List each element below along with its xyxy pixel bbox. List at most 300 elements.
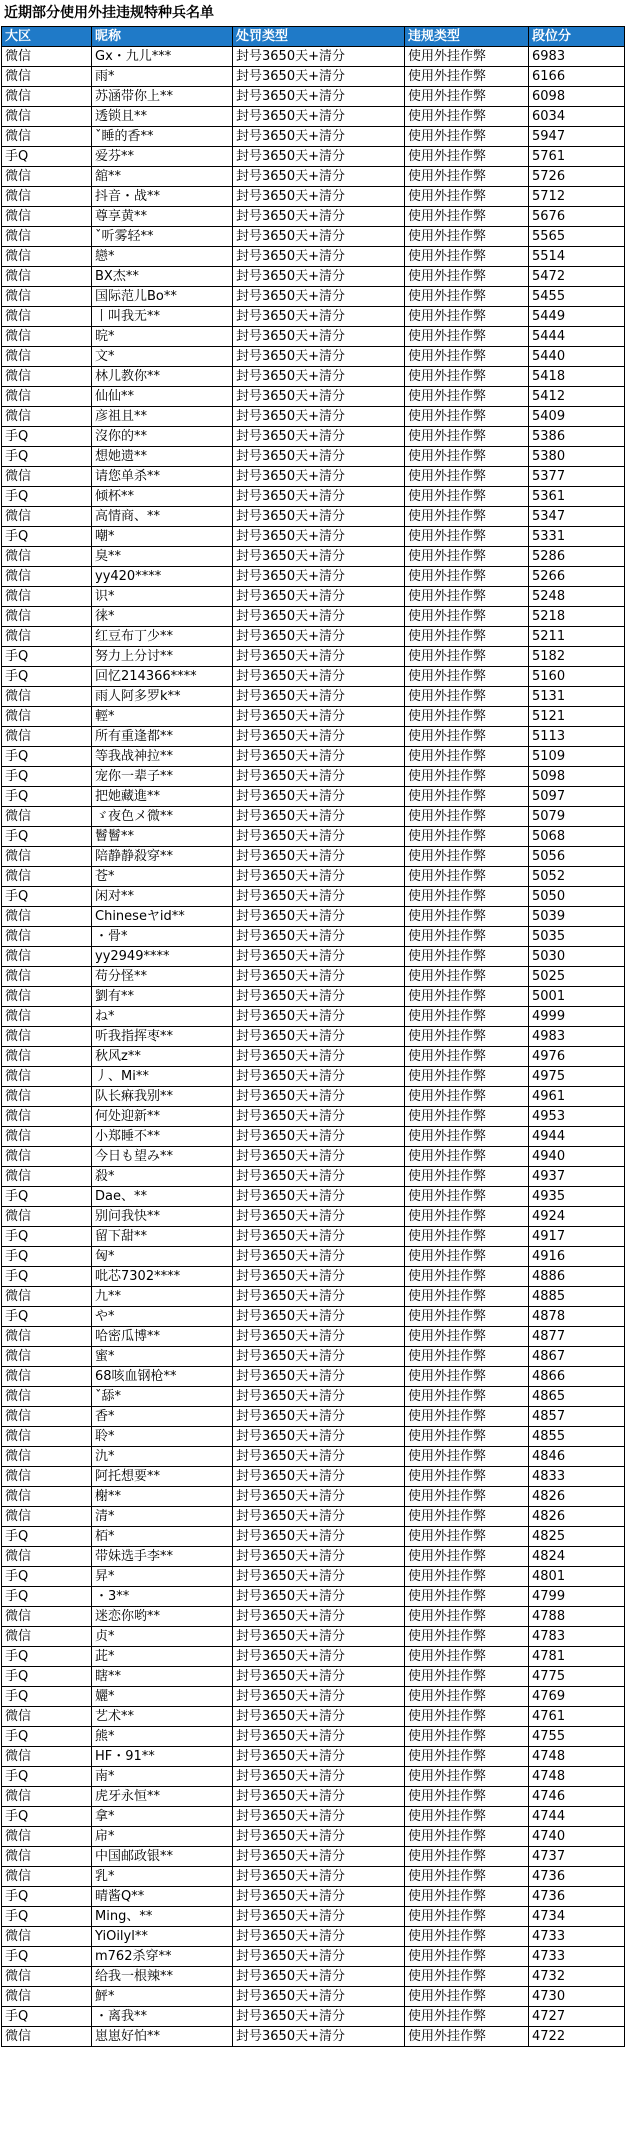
table-row	[2, 1747, 625, 1767]
cell-violation-type: 使用外挂作弊	[405, 1247, 529, 1267]
cell-penalty-type: 封号3650天+清分	[233, 147, 405, 167]
cell-nickname: 请您单杀**	[92, 467, 233, 487]
table-row	[2, 427, 625, 447]
cell-penalty-type: 封号3650天+清分	[233, 1307, 405, 1327]
cell-nickname: Gx・九儿***	[92, 47, 233, 67]
cell-rank-score: 5449	[529, 307, 625, 327]
cell-nickname: 晥*	[92, 327, 233, 347]
cell-violation-type: 使用外挂作弊	[405, 1927, 529, 1947]
cell-rank-score: 6166	[529, 67, 625, 87]
cell-rank-score: 5386	[529, 427, 625, 447]
cell-rank-score: 4953	[529, 1107, 625, 1127]
cell-penalty-type: 封号3650天+清分	[233, 1647, 405, 1667]
cell-nickname: 贞*	[92, 1627, 233, 1647]
cell-violation-type: 使用外挂作弊	[405, 1947, 529, 1967]
cell-violation-type: 使用外挂作弊	[405, 587, 529, 607]
table-row	[2, 967, 625, 987]
cell-penalty-type: 封号3650天+清分	[233, 347, 405, 367]
cell-nickname: 别问我快**	[92, 1207, 233, 1227]
table-row	[2, 1227, 625, 1247]
cell-violation-type: 使用外挂作弊	[405, 1147, 529, 1167]
cell-nickname: 嘲*	[92, 527, 233, 547]
cell-rank-score: 5211	[529, 627, 625, 647]
table-row	[2, 487, 625, 507]
cell-rank-score: 4833	[529, 1467, 625, 1487]
cell-rank-score: 5052	[529, 867, 625, 887]
cell-penalty-type: 封号3650天+清分	[233, 867, 405, 887]
cell-nickname: HF・91**	[92, 1747, 233, 1767]
cell-region: 微信	[2, 507, 92, 527]
cell-region: 微信	[2, 1547, 92, 1567]
table-row	[2, 167, 625, 187]
table-row	[2, 567, 625, 587]
cell-violation-type: 使用外挂作弊	[405, 307, 529, 327]
cell-violation-type: 使用外挂作弊	[405, 947, 529, 967]
cell-rank-score: 5266	[529, 567, 625, 587]
cell-penalty-type: 封号3650天+清分	[233, 307, 405, 327]
cell-violation-type: 使用外挂作弊	[405, 1407, 529, 1427]
cell-region: 微信	[2, 1207, 92, 1227]
cell-violation-type: 使用外挂作弊	[405, 367, 529, 387]
cell-violation-type: 使用外挂作弊	[405, 1547, 529, 1567]
cell-nickname: 小郑睡不**	[92, 1127, 233, 1147]
table-row	[2, 847, 625, 867]
cell-nickname: 鮃*	[92, 1987, 233, 2007]
table-row	[2, 1287, 625, 1307]
cell-violation-type: 使用外挂作弊	[405, 1867, 529, 1887]
table-row	[2, 987, 625, 1007]
table-row	[2, 147, 625, 167]
cell-violation-type: 使用外挂作弊	[405, 1167, 529, 1187]
header-penalty-type: 处罚类型	[233, 27, 405, 47]
cell-nickname: ˇ听雾轻**	[92, 227, 233, 247]
cell-nickname: 给我一根辣**	[92, 1967, 233, 1987]
cell-rank-score: 5113	[529, 727, 625, 747]
cell-nickname: 苏涵带你上**	[92, 87, 233, 107]
cell-region: 手Q	[2, 1587, 92, 1607]
cell-nickname: 舘**	[92, 167, 233, 187]
cell-nickname: 陪静静殺穿**	[92, 847, 233, 867]
cell-penalty-type: 封号3650天+清分	[233, 567, 405, 587]
cell-region: 微信	[2, 947, 92, 967]
table-row	[2, 1707, 625, 1727]
cell-rank-score: 5068	[529, 827, 625, 847]
cell-nickname: 队长痳我别**	[92, 1087, 233, 1107]
cell-penalty-type: 封号3650天+清分	[233, 627, 405, 647]
cell-violation-type: 使用外挂作弊	[405, 567, 529, 587]
cell-region: 微信	[2, 547, 92, 567]
cell-region: 手Q	[2, 1187, 92, 1207]
table-row	[2, 767, 625, 787]
cell-nickname: 倾杯**	[92, 487, 233, 507]
cell-nickname: 努力上分讨**	[92, 647, 233, 667]
cell-region: 手Q	[2, 1247, 92, 1267]
cell-rank-score: 4944	[529, 1127, 625, 1147]
cell-nickname: 丨叫我无**	[92, 307, 233, 327]
cell-region: 微信	[2, 1087, 92, 1107]
cell-penalty-type: 封号3650天+清分	[233, 1487, 405, 1507]
cell-rank-score: 4937	[529, 1167, 625, 1187]
cell-violation-type: 使用外挂作弊	[405, 1667, 529, 1687]
cell-nickname: 红豆布丁少**	[92, 627, 233, 647]
cell-penalty-type: 封号3650天+清分	[233, 1167, 405, 1187]
cell-region: 微信	[2, 907, 92, 927]
cell-nickname: 哈密瓜博**	[92, 1327, 233, 1347]
table-row	[2, 1547, 625, 1567]
cell-nickname: 艺术**	[92, 1707, 233, 1727]
table-row	[2, 1107, 625, 1127]
table-row	[2, 1607, 625, 1627]
table-row	[2, 2007, 625, 2027]
cell-region: 微信	[2, 1167, 92, 1187]
cell-penalty-type: 封号3650天+清分	[233, 1827, 405, 1847]
cell-penalty-type: 封号3650天+清分	[233, 747, 405, 767]
cell-rank-score: 4737	[529, 1847, 625, 1867]
cell-rank-score: 4734	[529, 1907, 625, 1927]
cell-region: 微信	[2, 1387, 92, 1407]
cell-violation-type: 使用外挂作弊	[405, 1027, 529, 1047]
cell-region: 微信	[2, 1347, 92, 1367]
table-row	[2, 1767, 625, 1787]
table-row	[2, 1967, 625, 1987]
cell-violation-type: 使用外挂作弊	[405, 147, 529, 167]
table-row	[2, 1327, 625, 1347]
table-row	[2, 1267, 625, 1287]
cell-rank-score: 4748	[529, 1747, 625, 1767]
cell-violation-type: 使用外挂作弊	[405, 647, 529, 667]
cell-nickname: 劉有**	[92, 987, 233, 1007]
table-row	[2, 1987, 625, 2007]
cell-violation-type: 使用外挂作弊	[405, 2007, 529, 2027]
cell-violation-type: 使用外挂作弊	[405, 627, 529, 647]
cell-rank-score: 5056	[529, 847, 625, 867]
cell-violation-type: 使用外挂作弊	[405, 467, 529, 487]
cell-penalty-type: 封号3650天+清分	[233, 367, 405, 387]
cell-penalty-type: 封号3650天+清分	[233, 527, 405, 547]
cell-region: 手Q	[2, 1767, 92, 1787]
cell-rank-score: 4826	[529, 1507, 625, 1527]
table-row	[2, 647, 625, 667]
cell-rank-score: 4788	[529, 1607, 625, 1627]
cell-region: 微信	[2, 847, 92, 867]
cell-violation-type: 使用外挂作弊	[405, 667, 529, 687]
cell-violation-type: 使用外挂作弊	[405, 1387, 529, 1407]
table-row	[2, 1347, 625, 1367]
cell-nickname: 文*	[92, 347, 233, 367]
cell-rank-score: 5030	[529, 947, 625, 967]
cell-violation-type: 使用外挂作弊	[405, 527, 529, 547]
cell-region: 微信	[2, 1747, 92, 1767]
cell-region: 微信	[2, 727, 92, 747]
cell-region: 微信	[2, 347, 92, 367]
table-row	[2, 667, 625, 687]
cell-region: 手Q	[2, 1227, 92, 1247]
table-row	[2, 1047, 625, 1067]
cell-region: 微信	[2, 47, 92, 67]
cell-nickname: 留下甜**	[92, 1227, 233, 1247]
cell-rank-score: 4916	[529, 1247, 625, 1267]
table-row	[2, 827, 625, 847]
cell-penalty-type: 封号3650天+清分	[233, 1147, 405, 1167]
cell-rank-score: 4983	[529, 1027, 625, 1047]
cell-violation-type: 使用外挂作弊	[405, 1747, 529, 1767]
cell-nickname: 孋*	[92, 1687, 233, 1707]
cell-region: 手Q	[2, 1907, 92, 1927]
cell-nickname: m762杀穿**	[92, 1947, 233, 1967]
cell-penalty-type: 封号3650天+清分	[233, 807, 405, 827]
cell-nickname: 瞎**	[92, 1667, 233, 1687]
cell-region: 微信	[2, 247, 92, 267]
table-row	[2, 587, 625, 607]
cell-rank-score: 5440	[529, 347, 625, 367]
cell-violation-type: 使用外挂作弊	[405, 447, 529, 467]
table-row	[2, 1067, 625, 1087]
cell-region: 微信	[2, 967, 92, 987]
cell-penalty-type: 封号3650天+清分	[233, 1107, 405, 1127]
cell-region: 微信	[2, 1407, 92, 1427]
cell-penalty-type: 封号3650天+清分	[233, 1347, 405, 1367]
cell-penalty-type: 封号3650天+清分	[233, 707, 405, 727]
table-row	[2, 787, 625, 807]
table-row	[2, 1627, 625, 1647]
cell-region: 微信	[2, 1627, 92, 1647]
cell-region: 微信	[2, 1007, 92, 1027]
cell-violation-type: 使用外挂作弊	[405, 1227, 529, 1247]
table-row	[2, 927, 625, 947]
cell-penalty-type: 封号3650天+清分	[233, 1047, 405, 1067]
cell-rank-score: 5472	[529, 267, 625, 287]
cell-nickname: 拿*	[92, 1807, 233, 1827]
cell-penalty-type: 封号3650天+清分	[233, 687, 405, 707]
cell-penalty-type: 封号3650天+清分	[233, 1187, 405, 1207]
cell-penalty-type: 封号3650天+清分	[233, 67, 405, 87]
cell-rank-score: 5286	[529, 547, 625, 567]
table-row	[2, 1387, 625, 1407]
cell-rank-score: 5109	[529, 747, 625, 767]
cell-nickname: YiOilyl**	[92, 1927, 233, 1947]
cell-rank-score: 4783	[529, 1627, 625, 1647]
cell-penalty-type: 封号3650天+清分	[233, 287, 405, 307]
cell-region: 手Q	[2, 1687, 92, 1707]
cell-nickname: 晴酱Q**	[92, 1887, 233, 1907]
cell-violation-type: 使用外挂作弊	[405, 1447, 529, 1467]
cell-rank-score: 4825	[529, 1527, 625, 1547]
table-row	[2, 1087, 625, 1107]
table-row	[2, 507, 625, 527]
cell-nickname: 戀*	[92, 247, 233, 267]
table-row	[2, 67, 625, 87]
cell-violation-type: 使用外挂作弊	[405, 1827, 529, 1847]
cell-penalty-type: 封号3650天+清分	[233, 1007, 405, 1027]
cell-penalty-type: 封号3650天+清分	[233, 1067, 405, 1087]
cell-region: 微信	[2, 927, 92, 947]
cell-penalty-type: 封号3650天+清分	[233, 1227, 405, 1247]
cell-rank-score: 5248	[529, 587, 625, 607]
cell-region: 微信	[2, 467, 92, 487]
cell-rank-score: 4878	[529, 1307, 625, 1327]
cell-rank-score: 5050	[529, 887, 625, 907]
cell-nickname: 仙仙**	[92, 387, 233, 407]
table-row	[2, 1307, 625, 1327]
cell-region: 手Q	[2, 147, 92, 167]
cell-violation-type: 使用外挂作弊	[405, 1267, 529, 1287]
cell-region: 手Q	[2, 527, 92, 547]
cell-nickname: 輕*	[92, 707, 233, 727]
table-row	[2, 1947, 625, 1967]
cell-penalty-type: 封号3650天+清分	[233, 1367, 405, 1387]
cell-penalty-type: 封号3650天+清分	[233, 407, 405, 427]
cell-nickname: 臭**	[92, 547, 233, 567]
cell-rank-score: 6098	[529, 87, 625, 107]
cell-violation-type: 使用外挂作弊	[405, 67, 529, 87]
cell-violation-type: 使用外挂作弊	[405, 427, 529, 447]
cell-violation-type: 使用外挂作弊	[405, 1727, 529, 1747]
table-row	[2, 1667, 625, 1687]
cell-penalty-type: 封号3650天+清分	[233, 827, 405, 847]
cell-rank-score: 4736	[529, 1887, 625, 1907]
cell-penalty-type: 封号3650天+清分	[233, 1587, 405, 1607]
cell-penalty-type: 封号3650天+清分	[233, 267, 405, 287]
table-row	[2, 687, 625, 707]
header-nickname: 昵称	[92, 27, 233, 47]
cell-nickname: 高情商、**	[92, 507, 233, 527]
cell-violation-type: 使用外挂作弊	[405, 1987, 529, 2007]
cell-rank-score: 5331	[529, 527, 625, 547]
cell-nickname: 虎牙永恒**	[92, 1787, 233, 1807]
cell-violation-type: 使用外挂作弊	[405, 1967, 529, 1987]
cell-rank-score: 4732	[529, 1967, 625, 1987]
ban-list-table	[1, 26, 625, 2047]
cell-violation-type: 使用外挂作弊	[405, 1807, 529, 1827]
cell-region: 微信	[2, 607, 92, 627]
cell-violation-type: 使用外挂作弊	[405, 867, 529, 887]
cell-region: 微信	[2, 107, 92, 127]
cell-rank-score: 5160	[529, 667, 625, 687]
cell-rank-score: 5098	[529, 767, 625, 787]
cell-violation-type: 使用外挂作弊	[405, 347, 529, 367]
cell-violation-type: 使用外挂作弊	[405, 387, 529, 407]
cell-nickname: 榭**	[92, 1487, 233, 1507]
cell-penalty-type: 封号3650天+清分	[233, 1667, 405, 1687]
cell-rank-score: 4935	[529, 1187, 625, 1207]
cell-nickname: 闲对**	[92, 887, 233, 907]
cell-rank-score: 4727	[529, 2007, 625, 2027]
table-row	[2, 1727, 625, 1747]
cell-nickname: 雨人阿多罗k**	[92, 687, 233, 707]
cell-nickname: 茈*	[92, 1647, 233, 1667]
cell-rank-score: 5726	[529, 167, 625, 187]
cell-region: 微信	[2, 387, 92, 407]
cell-region: 手Q	[2, 1527, 92, 1547]
cell-penalty-type: 封号3650天+清分	[233, 447, 405, 467]
cell-violation-type: 使用外挂作弊	[405, 327, 529, 347]
table-row	[2, 407, 625, 427]
cell-violation-type: 使用外挂作弊	[405, 827, 529, 847]
table-row	[2, 1407, 625, 1427]
cell-rank-score: 5079	[529, 807, 625, 827]
table-row	[2, 1127, 625, 1147]
cell-violation-type: 使用外挂作弊	[405, 1467, 529, 1487]
cell-region: 微信	[2, 1987, 92, 2007]
cell-region: 手Q	[2, 2007, 92, 2027]
cell-violation-type: 使用外挂作弊	[405, 987, 529, 1007]
cell-rank-score: 4866	[529, 1367, 625, 1387]
table-row	[2, 1447, 625, 1467]
table-row	[2, 1247, 625, 1267]
cell-penalty-type: 封号3650天+清分	[233, 167, 405, 187]
cell-violation-type: 使用外挂作弊	[405, 1607, 529, 1627]
cell-region: 微信	[2, 987, 92, 1007]
table-row	[2, 307, 625, 327]
cell-region: 手Q	[2, 1887, 92, 1907]
cell-penalty-type: 封号3650天+清分	[233, 1267, 405, 1287]
table-header-row	[2, 27, 625, 47]
cell-penalty-type: 封号3650天+清分	[233, 667, 405, 687]
cell-rank-score: 4748	[529, 1767, 625, 1787]
cell-rank-score: 4961	[529, 1087, 625, 1107]
cell-region: 手Q	[2, 1647, 92, 1667]
cell-nickname: 熊*	[92, 1727, 233, 1747]
cell-rank-score: 4976	[529, 1047, 625, 1067]
cell-region: 手Q	[2, 887, 92, 907]
cell-violation-type: 使用外挂作弊	[405, 1287, 529, 1307]
table-row	[2, 447, 625, 467]
cell-penalty-type: 封号3650天+清分	[233, 987, 405, 1007]
cell-nickname: ね*	[92, 1007, 233, 1027]
cell-region: 微信	[2, 567, 92, 587]
cell-region: 微信	[2, 127, 92, 147]
cell-violation-type: 使用外挂作弊	[405, 887, 529, 907]
cell-rank-score: 5097	[529, 787, 625, 807]
table-body	[2, 47, 625, 2047]
cell-region: 微信	[2, 87, 92, 107]
table-row	[2, 47, 625, 67]
cell-penalty-type: 封号3650天+清分	[233, 1127, 405, 1147]
cell-nickname: yy2949****	[92, 947, 233, 967]
cell-penalty-type: 封号3650天+清分	[233, 1927, 405, 1947]
cell-rank-score: 4761	[529, 1707, 625, 1727]
cell-nickname: 把她藏進**	[92, 787, 233, 807]
cell-rank-score: 6034	[529, 107, 625, 127]
table-row	[2, 527, 625, 547]
cell-region: 微信	[2, 67, 92, 87]
cell-rank-score: 4940	[529, 1147, 625, 1167]
cell-penalty-type: 封号3650天+清分	[233, 1767, 405, 1787]
cell-violation-type: 使用外挂作弊	[405, 1707, 529, 1727]
cell-penalty-type: 封号3650天+清分	[233, 1547, 405, 1567]
cell-penalty-type: 封号3650天+清分	[233, 1707, 405, 1727]
cell-penalty-type: 封号3650天+清分	[233, 207, 405, 227]
cell-nickname: Dae、**	[92, 1187, 233, 1207]
table-row	[2, 207, 625, 227]
cell-rank-score: 4775	[529, 1667, 625, 1687]
cell-violation-type: 使用外挂作弊	[405, 1627, 529, 1647]
table-row	[2, 727, 625, 747]
cell-penalty-type: 封号3650天+清分	[233, 1947, 405, 1967]
cell-violation-type: 使用外挂作弊	[405, 1567, 529, 1587]
cell-region: 微信	[2, 407, 92, 427]
cell-rank-score: 5121	[529, 707, 625, 727]
table-row	[2, 1907, 625, 1927]
cell-rank-score: 5947	[529, 127, 625, 147]
cell-nickname: yy420****	[92, 567, 233, 587]
cell-rank-score: 5761	[529, 147, 625, 167]
cell-rank-score: 4733	[529, 1947, 625, 1967]
cell-nickname: 清*	[92, 1507, 233, 1527]
cell-penalty-type: 封号3650天+清分	[233, 1467, 405, 1487]
cell-nickname: 68咳血钢枪**	[92, 1367, 233, 1387]
cell-penalty-type: 封号3650天+清分	[233, 507, 405, 527]
